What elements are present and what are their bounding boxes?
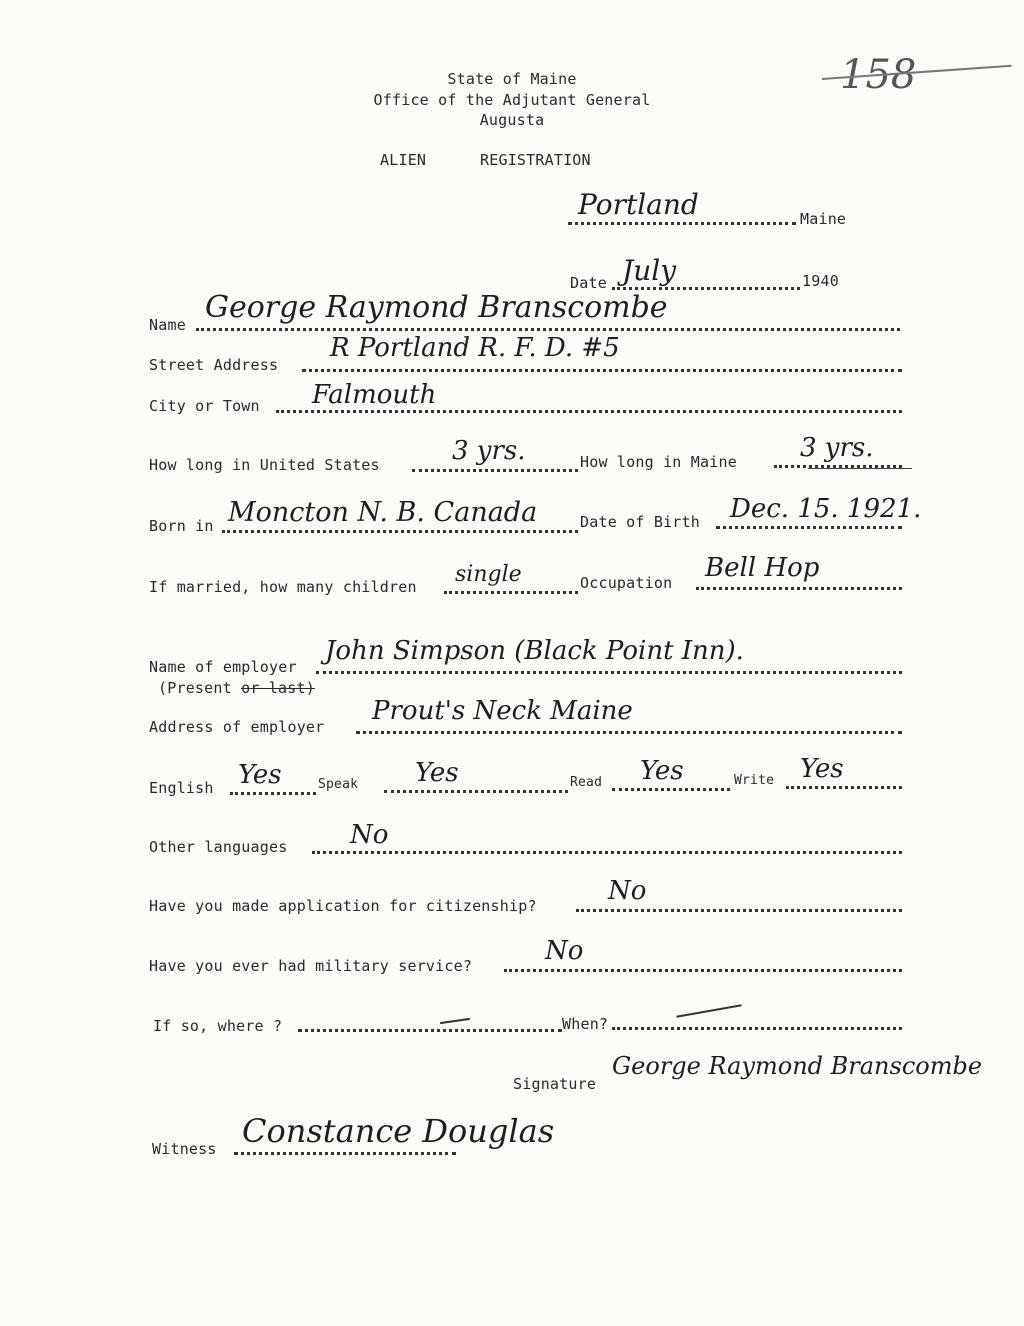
date-year: 1940 bbox=[802, 272, 839, 290]
witness-label: Witness bbox=[152, 1140, 217, 1158]
occupation-label: Occupation bbox=[580, 574, 673, 592]
witness-dots bbox=[234, 1152, 456, 1155]
city-dots bbox=[276, 410, 902, 413]
if-so-where-dots bbox=[298, 1029, 562, 1032]
english-dots bbox=[230, 792, 316, 795]
signature-value: George Raymond Branscombe bbox=[612, 1052, 983, 1080]
other-languages-label: Other languages bbox=[149, 838, 288, 856]
dob-label: Date of Birth bbox=[580, 513, 700, 531]
children-label: If married, how many children bbox=[149, 578, 417, 596]
born-dots bbox=[222, 530, 578, 533]
read-dots bbox=[612, 788, 730, 791]
header-city: Augusta bbox=[479, 111, 545, 129]
header-office: Office of the Adjutant General bbox=[373, 91, 651, 109]
employer-address-label: Address of employer bbox=[149, 718, 325, 736]
employer-value: John Simpson (Black Point Inn). bbox=[325, 636, 744, 666]
employer-label: Name of employer bbox=[149, 658, 297, 676]
witness-value: Constance Douglas bbox=[242, 1112, 555, 1150]
when-dots bbox=[612, 1027, 902, 1030]
occupation-dots bbox=[696, 587, 902, 590]
when-dash bbox=[676, 1004, 741, 1017]
write-label: Write bbox=[734, 773, 775, 788]
street-label: Street Address bbox=[149, 356, 279, 374]
military-dots bbox=[504, 969, 902, 972]
english-value: Yes bbox=[238, 760, 282, 790]
date-handwritten: July bbox=[622, 254, 677, 287]
read-label: Read bbox=[570, 775, 603, 790]
military-value: No bbox=[545, 936, 584, 966]
born-label: Born in bbox=[149, 517, 214, 535]
dob-dots bbox=[716, 526, 902, 529]
speak-value: Yes bbox=[415, 758, 459, 788]
page-number: 158 bbox=[840, 52, 917, 98]
citizenship-label: Have you made application for citizenship? bbox=[149, 897, 537, 915]
signature-label: Signature bbox=[513, 1075, 597, 1093]
present-text: (Present bbox=[158, 679, 232, 697]
when-label: When? bbox=[562, 1015, 609, 1033]
citizenship-dots bbox=[576, 909, 902, 912]
present-struck: or last) bbox=[241, 679, 315, 697]
street-value: R Portland R. F. D. #5 bbox=[330, 333, 620, 363]
born-value: Moncton N. B. Canada bbox=[228, 497, 538, 528]
write-dots bbox=[786, 786, 902, 789]
employer-address-value: Prout's Neck Maine bbox=[372, 696, 633, 726]
how-long-us-label: How long in United States bbox=[149, 456, 380, 474]
occupation-value: Bell Hop bbox=[705, 553, 820, 583]
speak-dots bbox=[384, 790, 568, 793]
children-value: single bbox=[455, 562, 522, 587]
location-dots bbox=[568, 222, 796, 225]
how-long-us-dots bbox=[412, 469, 578, 472]
header-state: State of Maine bbox=[447, 70, 577, 88]
speak-label: Speak bbox=[318, 777, 359, 792]
employer-dots bbox=[316, 671, 902, 674]
present-label bbox=[158, 679, 315, 697]
other-languages-value: No bbox=[350, 820, 389, 850]
how-long-us-value: 3 yrs. bbox=[452, 436, 526, 466]
header-alien: ALIEN bbox=[380, 151, 427, 169]
header-registration: REGISTRATION bbox=[480, 151, 591, 169]
read-value: Yes bbox=[640, 756, 684, 786]
how-long-maine-value: 3 yrs. bbox=[800, 433, 874, 463]
if-so-where-label: If so, where ? bbox=[153, 1017, 283, 1035]
if-so-where-dash bbox=[440, 1018, 470, 1024]
how-long-maine-underline bbox=[808, 468, 912, 469]
street-dots bbox=[302, 369, 902, 372]
children-dots bbox=[444, 591, 578, 594]
city-value: Falmouth bbox=[312, 380, 437, 410]
citizenship-value: No bbox=[608, 876, 647, 906]
english-label: English bbox=[149, 779, 214, 797]
employer-address-dots bbox=[356, 731, 902, 734]
name-dots bbox=[196, 328, 900, 331]
city-label: City or Town bbox=[149, 397, 260, 415]
how-long-maine-label: How long in Maine bbox=[580, 453, 737, 471]
name-value: George Raymond Branscombe bbox=[205, 290, 668, 325]
location-suffix: Maine bbox=[800, 210, 847, 228]
dob-value: Dec. 15. 1921. bbox=[730, 494, 922, 524]
other-languages-dots bbox=[312, 851, 902, 854]
name-label: Name bbox=[149, 316, 186, 334]
military-label: Have you ever had military service? bbox=[149, 957, 473, 975]
write-value: Yes bbox=[800, 754, 844, 784]
date-label: Date bbox=[570, 274, 607, 292]
location-handwritten: Portland bbox=[578, 188, 699, 221]
